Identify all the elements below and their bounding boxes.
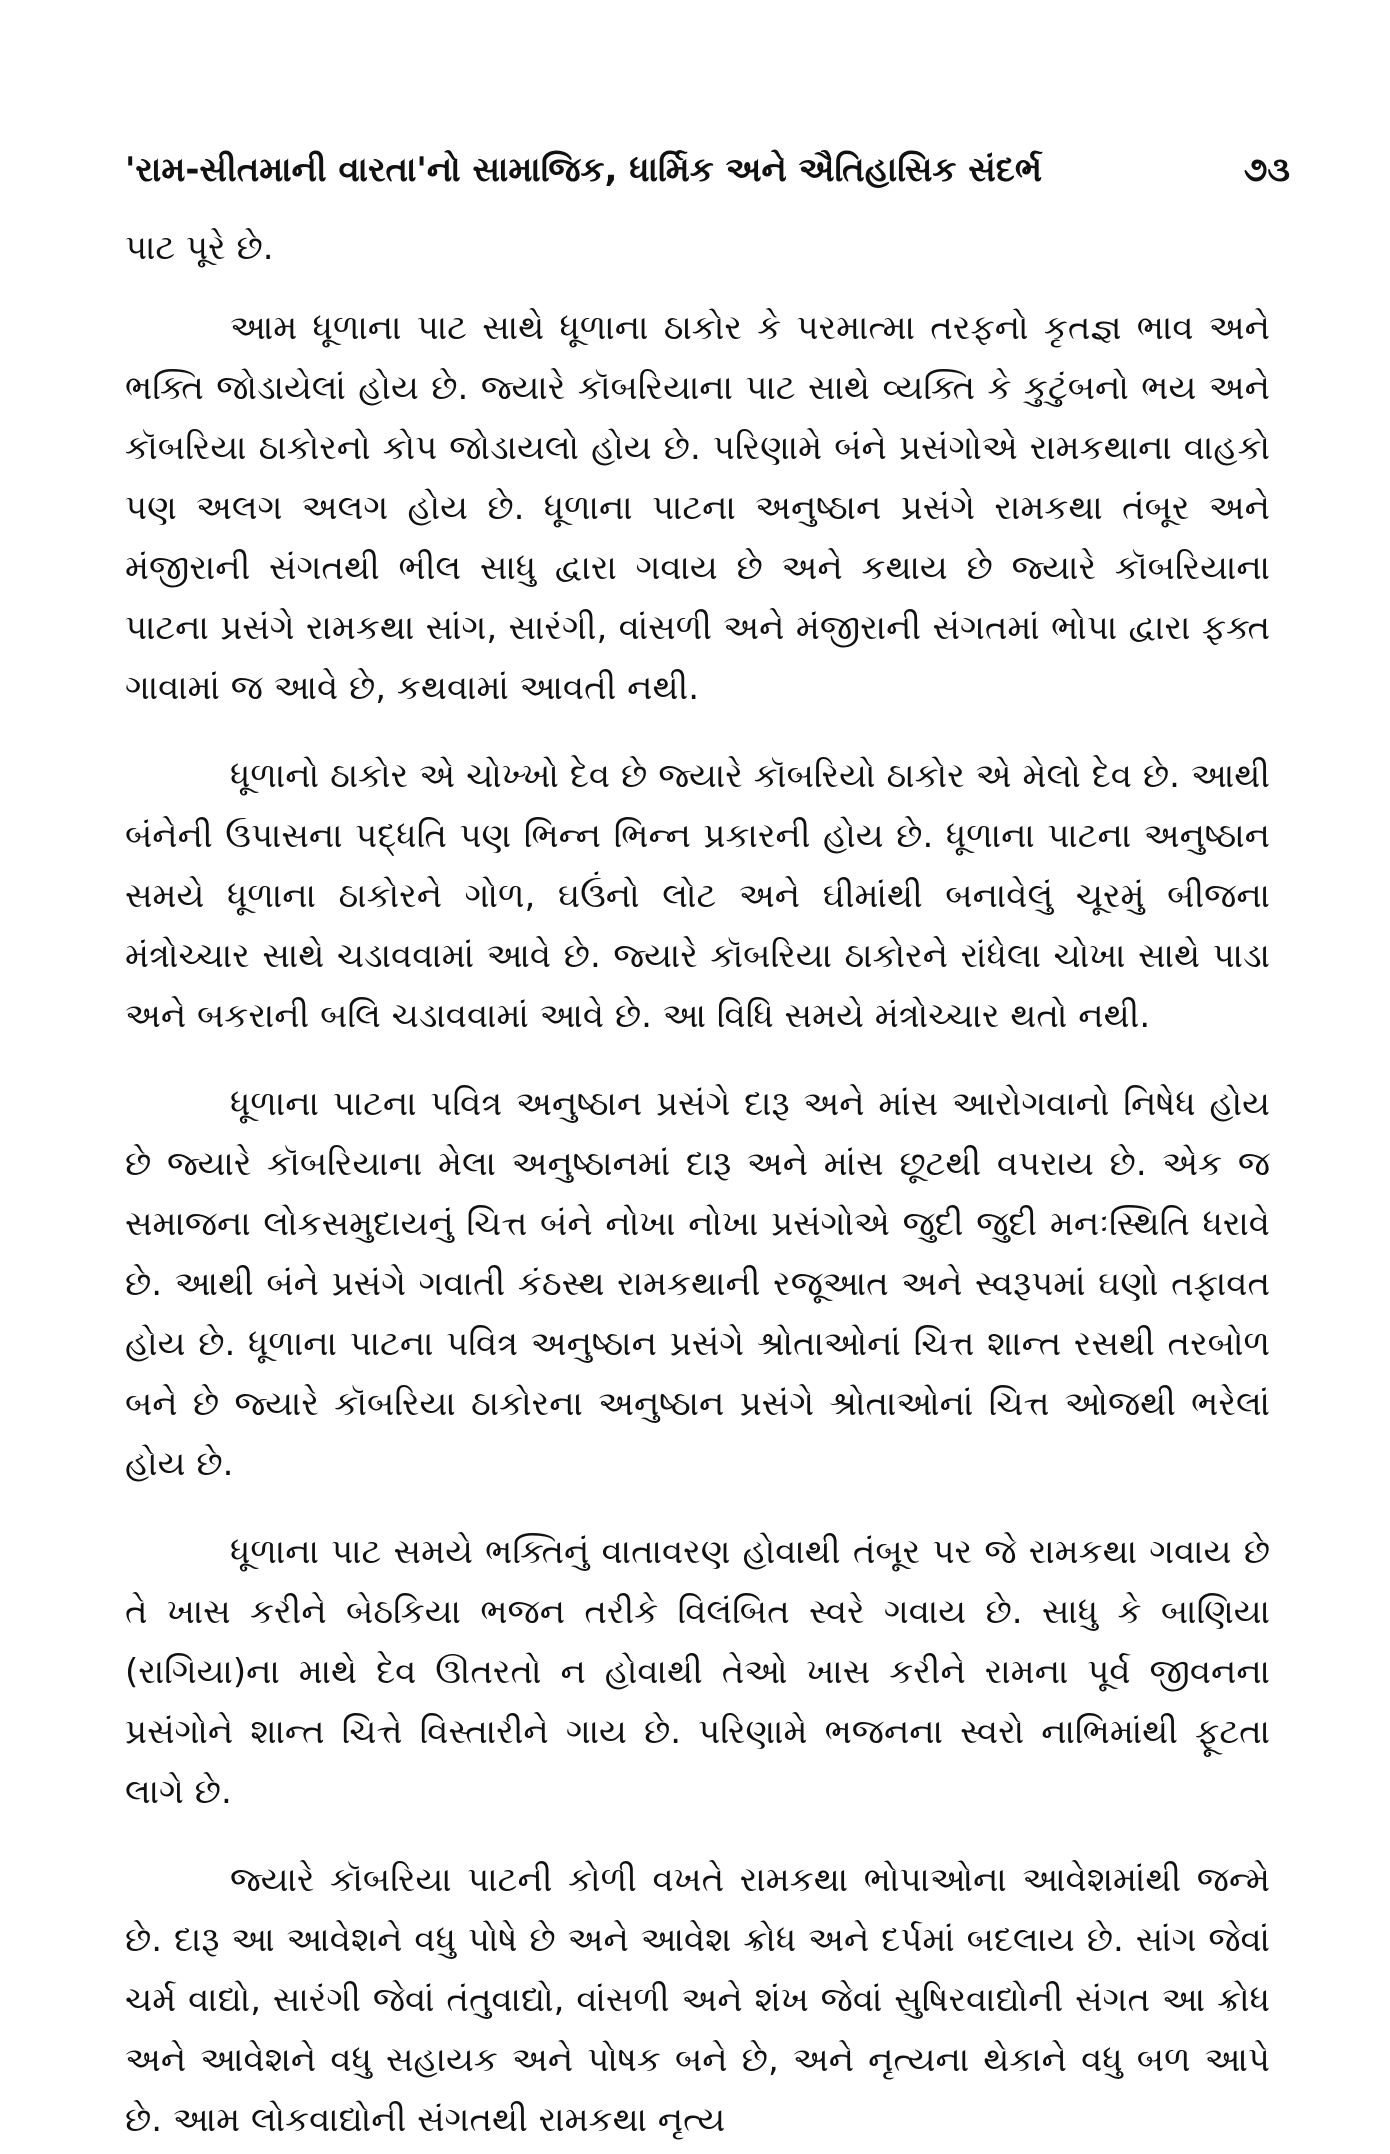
paragraph-continuation: પાટ પૂરે છે. (125, 228, 274, 268)
paragraph: ધૂળાના પાટના પવિત્ર અનુષ્ઠાન પ્રસંગે દારૂ અને માંસ આરોગવાનો નિષેધ હોય છે જ્યારે કૉબરિયાના મેલા અનુષ્ઠાનમાં દારૂ અને માંસ છૂટથી વપરાય છે. એક જ સમાજના લોકસમુદાયનું ચિત્ત બંને નોખા નોખા પ્રસંગોએ જુદી જુદી મનઃસ્થિતિ ધરાવે છે. આથી બંને પ્રસંગે ગવાતી કંઠસ્થ રામકથાની રજૂઆત અને સ્વરૂપમાં ઘણો તફાવત હોય છે. ધૂળાના પાટના પવિત્ર અનુષ્ઠાન પ્રસંગે શ્રોતાઓનાં ચિત્ત શાન્ત રસથી તરબોળ બને છે જ્યારે કૉબરિયા ઠાકોરના અનુષ્ઠાન પ્રસંગે શ્રોતાઓનાં ચિત્ત ઓજથી ભરેલાં હોય છે. (125, 1084, 1270, 1484)
page-number: ૭૩ (1243, 150, 1290, 190)
running-title: 'રામ-સીતમાની વારતા'નો સામાજિક, ધાર્મિક અને ઐતિહાસિક સંદર્ભ (125, 150, 1043, 190)
paragraph: આમ ધૂળાના પાટ સાથે ધૂળાના ઠાકોર કે પરમાત્મા તરફનો કૃતજ્ઞ ભાવ અને ભક્તિ જોડાયેલાં હોય છે. જ્યારે કૉબરિયાના પાટ સાથે વ્યક્તિ કે કુટુંબનો ભય અને કૉબરિયા ઠાકોરનો કોપ જોડાયલો હોય છે. પરિણામે બંને પ્રસંગોએ રામકથાના વાહકો પણ અલગ અલગ હોય છે. ધૂળાના પાટના અનુષ્ઠાન પ્રસંગે રામકથા તંબૂર અને મંજીરાની સંગતથી ભીલ સાધુ દ્વારા ગવાય છે અને કથાય છે જ્યારે કૉબરિયાના પાટના પ્રસંગે રામકથા સાંગ, સારંગી, વાંસળી અને મંજીરાની સંગતમાં ભોપા દ્વારા ફક્ત ગાવામાં જ આવે છે, કથવામાં આવતી નથી. (125, 308, 1270, 708)
paragraph: ધૂળાના પાટ સમયે ભક્તિનું વાતાવરણ હોવાથી તંબૂર પર જે રામકથા ગવાય છે તે ખાસ કરીને બેઠકિયા ભજન તરીકે વિલંબિત સ્વરે ગવાય છે. સાધુ કે બાણિયા (રાગિયા)ના માથે દેવ ઊતરતો ન હોવાથી તેઓ ખાસ કરીને રામના પૂર્વ જીવનના પ્રસંગોને શાન્ત ચિત્તે વિસ્તારીને ગાય છે. પરિણામે ભજનના સ્વરો નાભિમાંથી ફૂટતા લાગે છે. (125, 1532, 1270, 1812)
running-header (125, 150, 1290, 190)
paragraph: જ્યારે કૉબરિયા પાટની કોળી વખતે રામકથા ભોપાઓના આવેશમાંથી જન્મે છે. દારૂ આ આવેશને વધુ પોષે છે અને આવેશ ક્રોધ અને દર્પમાં બદલાય છે. સાંગ જેવાં ચર્મ વાદ્યો, સારંગી જેવાં તંતુવાદ્યો, વાંસળી અને શંખ જેવાં સુષિરવાદ્યોની સંગત આ ક્રોધ અને આવેશને વધુ સહાયક અને પોષક બને છે, અને નૃત્યના થેકાને વધુ બળ આપે છે. આમ લોકવાદ્યોની સંગતથી રામકથા નૃત્ય (125, 1860, 1270, 2140)
paragraph: ધૂળાનો ઠાકોર એ ચોખ્ખો દેવ છે જ્યારે કૉબરિયો ઠાકોર એ મેલો દેવ છે. આથી બંનેની ઉપાસના પદ્ધતિ પણ ભિન્ન ભિન્ન પ્રકારની હોય છે. ધૂળાના પાટના અનુષ્ઠાન સમયે ધૂળાના ઠાકોરને ગોળ, ઘઉંનો લોટ અને ઘીમાંથી બનાવેલું ચૂરમું બીજના મંત્રોચ્ચાર સાથે ચડાવવામાં આવે છે. જ્યારે કૉબરિયા ઠાકોરને રાંધેલા ચોખા સાથે પાડા અને બકરાની બલિ ચડાવવામાં આવે છે. આ વિધિ સમયે મંત્રોચ્ચાર થતો નથી. (125, 756, 1270, 1036)
